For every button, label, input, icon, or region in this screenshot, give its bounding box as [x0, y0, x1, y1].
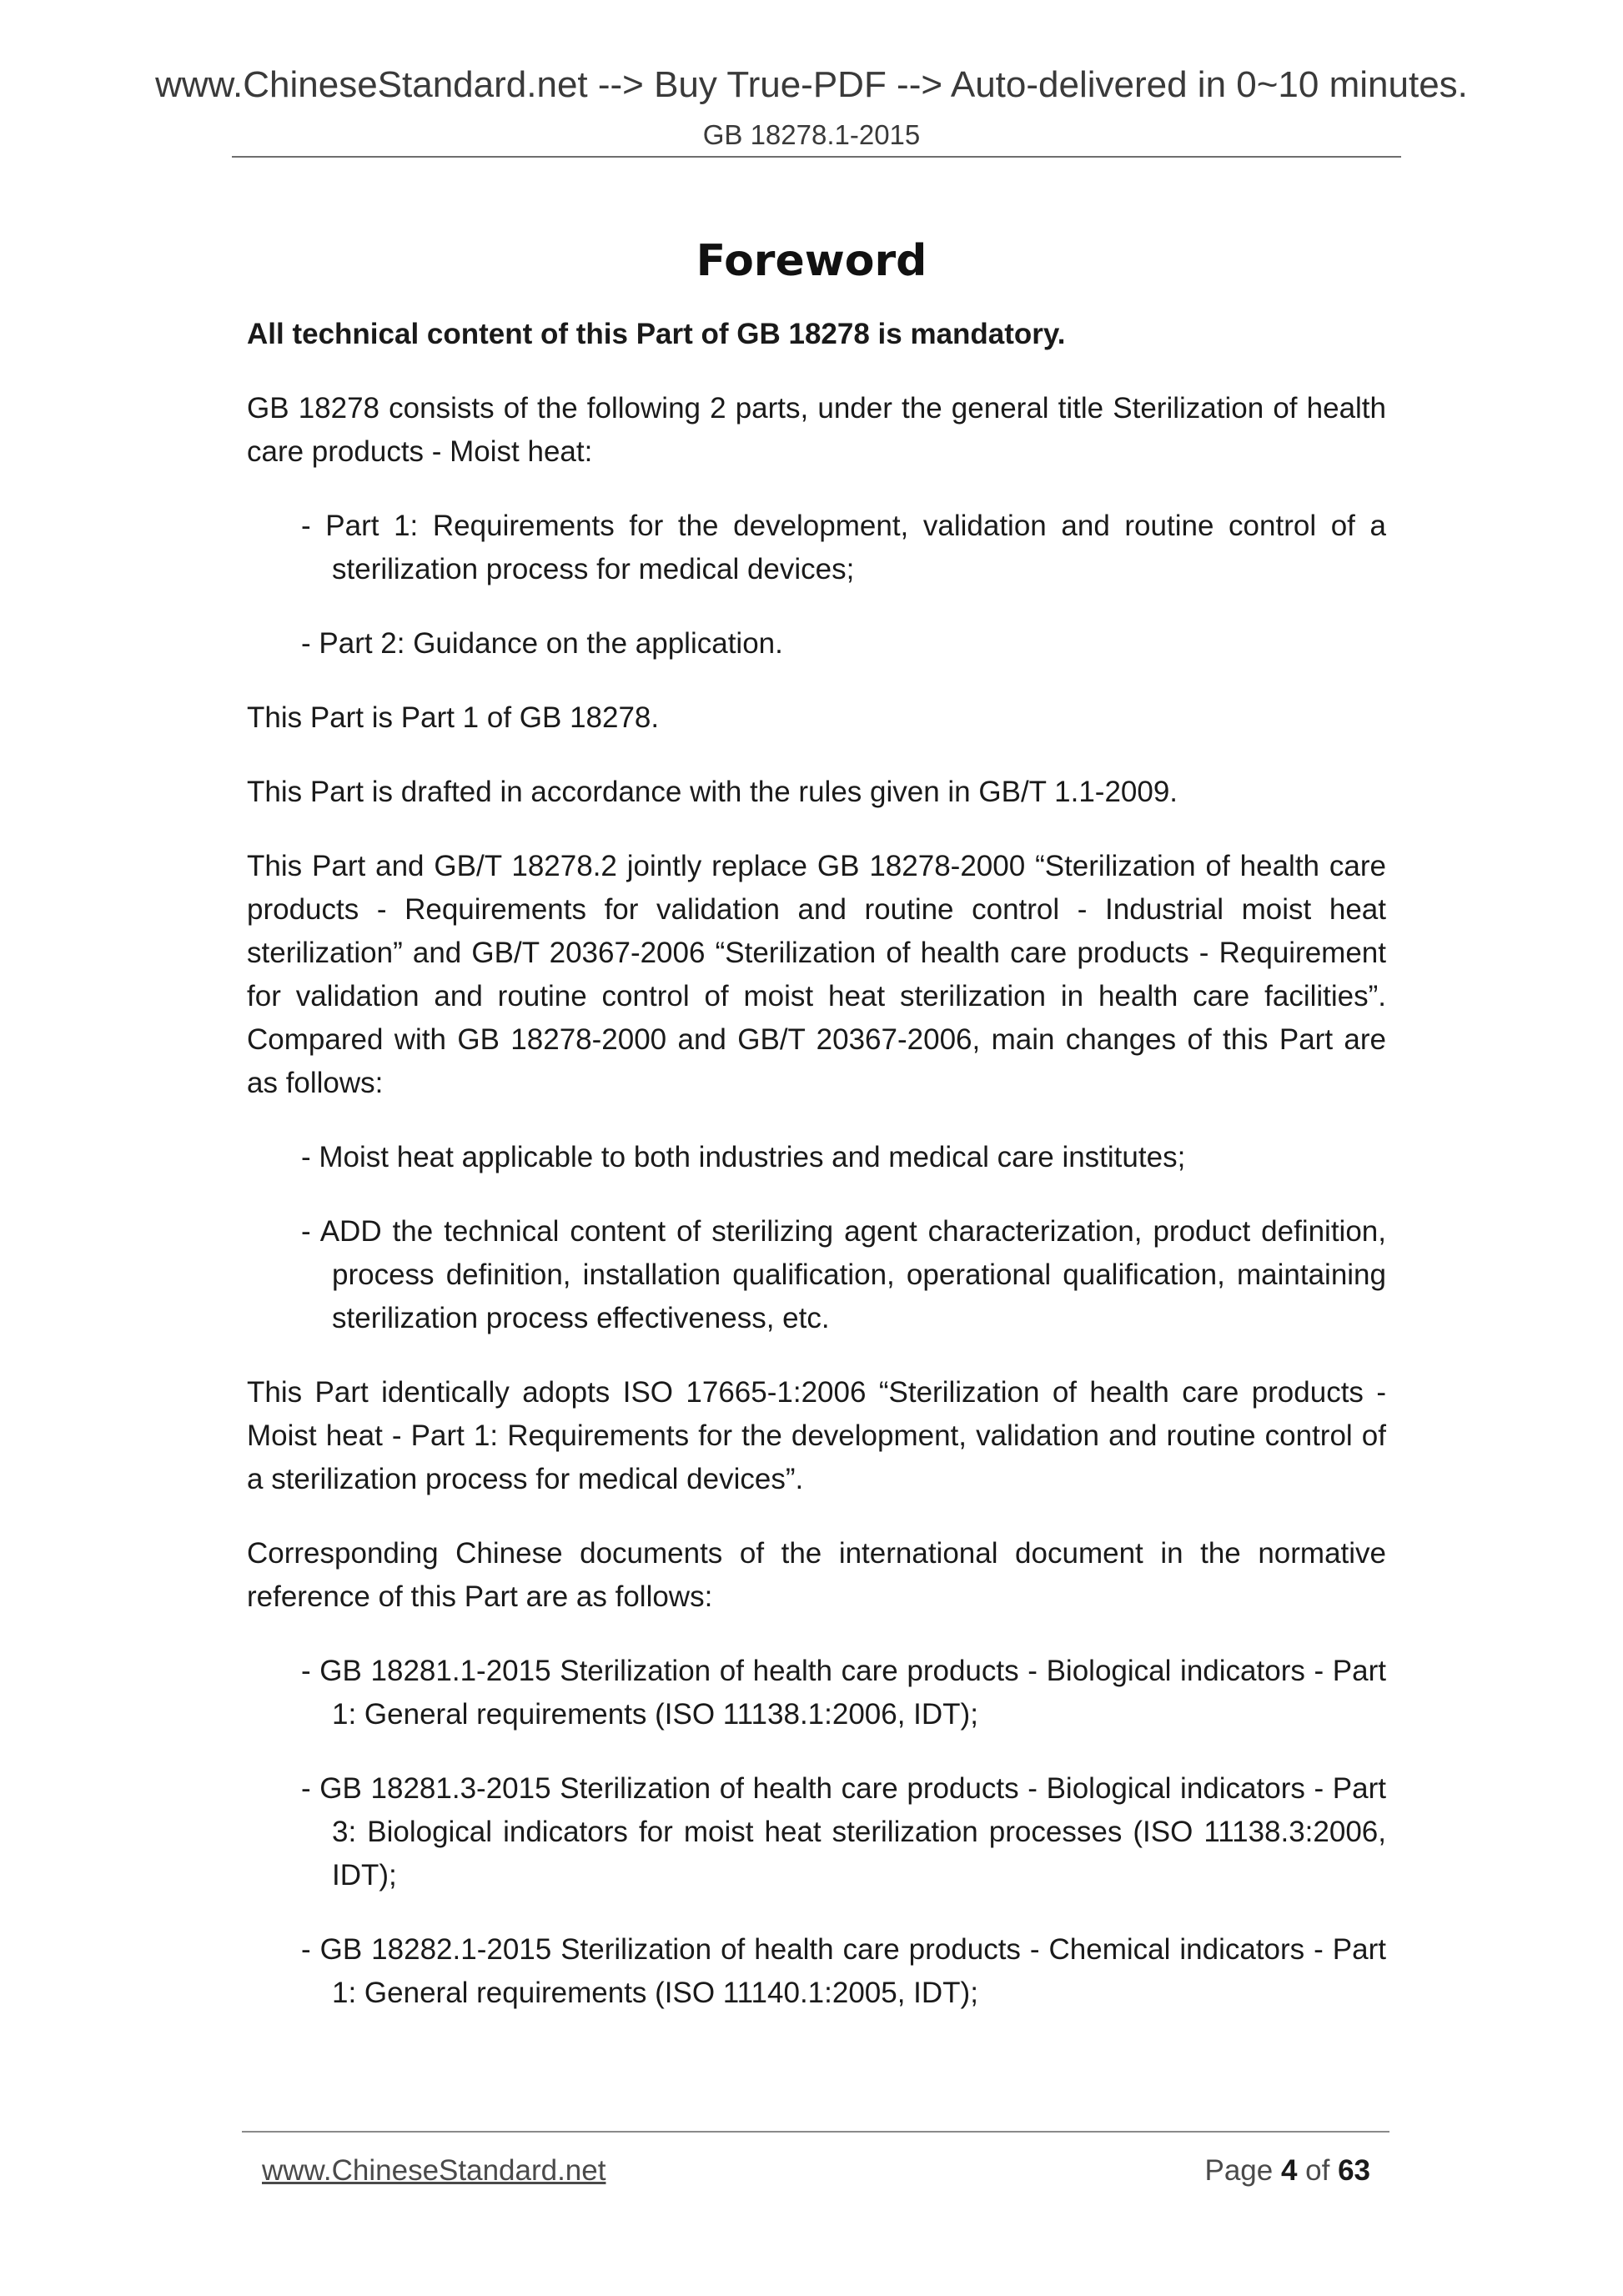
paragraph-parts-intro: GB 18278 consists of the following 2 parts, under the general title Sterilization of health care products - Moist heat: — [247, 392, 1386, 468]
paragraph-part-number: This Part is Part 1 of GB 18278. — [247, 701, 660, 734]
list-item-part-2: - Part 2: Guidance on the application. — [301, 627, 783, 660]
page-of: of — [1297, 2154, 1339, 2187]
document-id: GB 18278.1-2015 — [702, 119, 921, 150]
paragraph-corresponding-docs: Corresponding Chinese documents of the international document in the normative reference of this Part are as follows: — [247, 1537, 1386, 1613]
list-item-part-1: - Part 1: Requirements for the development, validation and routine control of a sterilization process for medical devices; — [301, 510, 1386, 585]
mandatory-statement: All technical content of this Part of GB 18278 is mandatory. — [247, 318, 1066, 350]
page-total: 63 — [1338, 2154, 1370, 2187]
list-item-reference-2: - GB 18281.3-2015 Sterilization of health care products - Biological indicators - Part 3: Biological indicators for moist heat sterilization processes (ISO 11138.3:2006, IDT); — [301, 1772, 1386, 1892]
page-number — [1204, 2154, 1370, 2188]
page-title: Foreword — [696, 235, 927, 286]
foreword-body — [247, 313, 1386, 2046]
footer-divider — [242, 2131, 1389, 2133]
footer-website-link[interactable]: www.ChineseStandard.net — [262, 2154, 606, 2187]
list-item-change-2: - ADD the technical content of sterilizing agent characterization, product definition, process definition, installation qualification, operational qualification, maintaining sterilization process effectiveness, etc. — [301, 1215, 1386, 1334]
top-banner: www.ChineseStandard.net --> Buy True-PDF --> Auto-delivered in 0~10 minutes. — [155, 64, 1468, 105]
list-item-reference-1: - GB 18281.1-2015 Sterilization of health care products - Biological indicators - Part 1: General requirements (ISO 11138.1:2006, IDT); — [301, 1655, 1386, 1731]
list-item-reference-3: - GB 18282.1-2015 Sterilization of health care products - Chemical indicators - Part 1: General requirements (ISO 11140.1:2005, IDT); — [301, 1933, 1386, 2009]
paragraph-drafting-rules: This Part is drafted in accordance with the rules given in GB/T 1.1-2009. — [247, 776, 1178, 808]
header-divider — [232, 156, 1401, 158]
paragraph-replacement: This Part and GB/T 18278.2 jointly replace GB 18278-2000 “Sterilization of health care products - Requirements for validation and routine control - Industrial moist heat sterilization” and GB/T 20367-2006 “Sterilization of health care products - Requirement for validation and routine control of moist heat sterilization in health care facilities”. Compared with GB 18278-2000 and GB/T 20367-2006, main changes of this Part are as follows: — [247, 850, 1386, 1099]
list-item-change-1: - Moist heat applicable to both industries and medical care institutes; — [301, 1141, 1186, 1173]
paragraph-adoption: This Part identically adopts ISO 17665-1:2006 “Sterilization of health care products - Moist heat - Part 1: Requirements for the development, validation and routine control of a sterilization process for medical devices”. — [247, 1376, 1386, 1495]
page-current: 4 — [1280, 2154, 1298, 2187]
page-prefix: Page — [1204, 2154, 1281, 2187]
